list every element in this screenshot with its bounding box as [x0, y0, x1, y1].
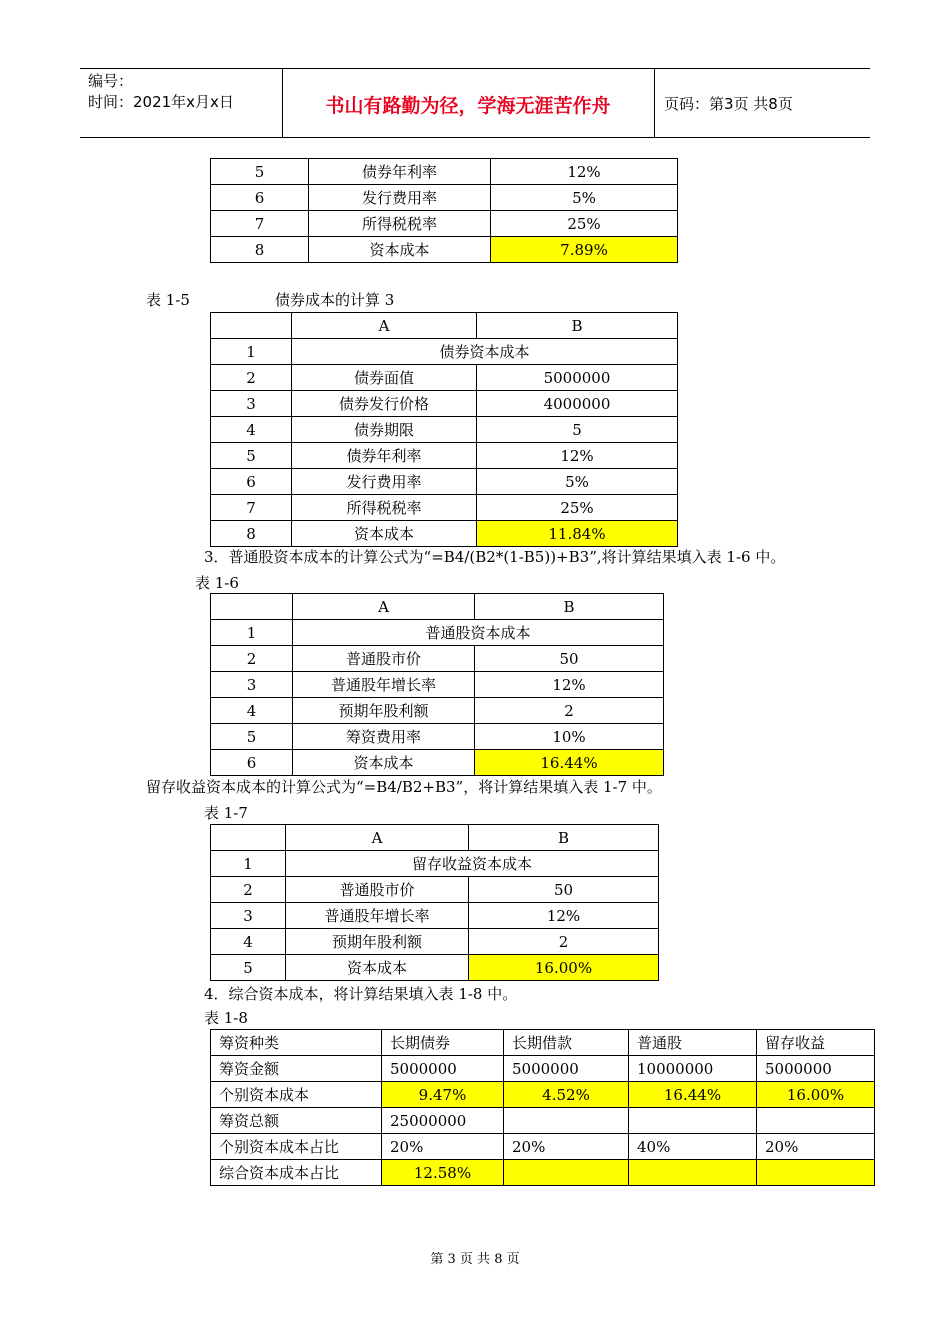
table-row	[211, 1030, 875, 1056]
table-row	[211, 469, 678, 495]
cell: 5000000	[382, 1056, 504, 1082]
table-body	[211, 825, 659, 981]
header-left	[88, 71, 234, 113]
row-label: 筹资费用率	[293, 724, 475, 750]
row-value: 12%	[469, 903, 659, 929]
column-header-b: B	[477, 313, 678, 339]
row-value: 12%	[477, 443, 678, 469]
row-label: 资本成本	[292, 521, 477, 547]
row-number: 8	[211, 237, 309, 263]
row-label: 资本成本	[293, 750, 475, 776]
row-value: 50	[469, 877, 659, 903]
row-number: 1	[211, 620, 293, 646]
table-row	[211, 724, 664, 750]
caption-table-1-5-title: 债券成本的计算 3	[275, 291, 395, 309]
row-value: 5%	[477, 469, 678, 495]
cell: 20%	[382, 1134, 504, 1160]
table-row	[211, 1134, 875, 1160]
header-row	[211, 594, 664, 620]
cell: 5000000	[504, 1056, 629, 1082]
row-label: 筹资种类	[211, 1030, 382, 1056]
row-label: 普通股市价	[286, 877, 469, 903]
row-value: 50	[475, 646, 664, 672]
table-body	[211, 159, 678, 263]
row-label: 资本成本	[309, 237, 491, 263]
title-row	[211, 339, 678, 365]
table-row	[211, 1056, 875, 1082]
row-number: 2	[211, 877, 286, 903]
table-row	[211, 443, 678, 469]
paragraph-common-stock-formula: 3．普通股资本成本的计算公式为“=B4/(B2*(1-B5))+B3”,将计算结果填入表 1-6 中。	[204, 548, 786, 566]
table-title: 留存收益资本成本	[286, 851, 659, 877]
row-value: 12%	[491, 159, 678, 185]
row-label: 债券发行价格	[292, 391, 477, 417]
table-row	[211, 159, 678, 185]
capital-cost-value: 16.44%	[475, 750, 664, 776]
table-row	[211, 646, 664, 672]
cell	[629, 1108, 757, 1134]
cell: 16.44%	[629, 1082, 757, 1108]
row-value: 5000000	[477, 365, 678, 391]
table-row	[211, 929, 659, 955]
table-row	[211, 955, 659, 981]
cell: 9.47%	[382, 1082, 504, 1108]
corner-cell	[211, 594, 293, 620]
capital-cost-value: 11.84%	[477, 521, 678, 547]
table-row	[211, 1160, 875, 1186]
table-row	[211, 185, 678, 211]
row-label: 综合资本成本占比	[211, 1160, 382, 1186]
table-row	[211, 237, 678, 263]
column-header-b: B	[475, 594, 664, 620]
motto: 书山有路勤为径，学海无涯苦作舟	[325, 95, 611, 117]
table-body	[211, 594, 664, 776]
weighted-cost-value: 12.58%	[382, 1160, 504, 1186]
cell: 40%	[629, 1134, 757, 1160]
row-number: 5	[211, 443, 292, 469]
table-row	[211, 672, 664, 698]
cell: 长期借款	[504, 1030, 629, 1056]
cell	[757, 1108, 875, 1134]
row-number: 3	[211, 672, 293, 698]
table-title: 债券资本成本	[292, 339, 678, 365]
row-number: 4	[211, 929, 286, 955]
table-row	[211, 521, 678, 547]
page-label: 页码：第3页 共8页	[664, 95, 793, 113]
cell: 16.00%	[757, 1082, 875, 1108]
row-label: 个别资本成本	[211, 1082, 382, 1108]
caption-table-1-5-number: 表 1-5	[146, 291, 190, 309]
row-label: 所得税税率	[309, 211, 491, 237]
table-row	[211, 698, 664, 724]
row-value: 12%	[475, 672, 664, 698]
caption-table-1-6: 表 1-6	[195, 574, 239, 592]
table-row	[211, 877, 659, 903]
title-row	[211, 620, 664, 646]
cell	[504, 1160, 629, 1186]
cell: 5000000	[757, 1056, 875, 1082]
header-divider	[654, 69, 655, 137]
corner-cell	[211, 825, 286, 851]
cell: 25000000	[382, 1108, 504, 1134]
corner-cell	[211, 313, 292, 339]
cell: 留存收益	[757, 1030, 875, 1056]
row-value: 25%	[491, 211, 678, 237]
column-header-b: B	[469, 825, 659, 851]
table-body	[211, 313, 678, 547]
cell: 普通股	[629, 1030, 757, 1056]
number-label: 编号：	[88, 72, 134, 90]
row-value: 5	[477, 417, 678, 443]
row-label: 债券年利率	[292, 443, 477, 469]
row-number: 7	[211, 495, 292, 521]
row-number: 6	[211, 750, 293, 776]
row-number: 6	[211, 185, 309, 211]
table-title: 普通股资本成本	[293, 620, 664, 646]
table-row	[211, 495, 678, 521]
row-label: 筹资总额	[211, 1108, 382, 1134]
row-label: 债券面值	[292, 365, 477, 391]
cell: 20%	[757, 1134, 875, 1160]
cell: 长期债券	[382, 1030, 504, 1056]
row-label: 所得税税率	[292, 495, 477, 521]
time-label: 时间：2021年x月x日	[88, 93, 234, 111]
table-bond-cost-2-partial	[210, 158, 678, 263]
table-1-6	[210, 593, 664, 776]
row-label: 个别资本成本占比	[211, 1134, 382, 1160]
column-header-a: A	[293, 594, 475, 620]
table-row	[211, 750, 664, 776]
row-number: 5	[211, 159, 309, 185]
table-row	[211, 1082, 875, 1108]
row-number: 2	[211, 646, 293, 672]
capital-cost-value: 7.89%	[491, 237, 678, 263]
row-label: 筹资金额	[211, 1056, 382, 1082]
row-number: 7	[211, 211, 309, 237]
table-body	[211, 1030, 875, 1186]
row-label: 发行费用率	[309, 185, 491, 211]
row-number: 4	[211, 698, 293, 724]
row-label: 普通股年增长率	[286, 903, 469, 929]
cell	[504, 1108, 629, 1134]
table-row	[211, 365, 678, 391]
column-header-a: A	[286, 825, 469, 851]
header-row	[211, 825, 659, 851]
row-number: 3	[211, 391, 292, 417]
header-row	[211, 313, 678, 339]
row-number: 1	[211, 851, 286, 877]
row-number: 5	[211, 955, 286, 981]
row-value: 5%	[491, 185, 678, 211]
paragraph-weighted-cost: 4．综合资本成本，将计算结果填入表 1-8 中。	[204, 985, 518, 1003]
row-value: 10%	[475, 724, 664, 750]
row-label: 发行费用率	[292, 469, 477, 495]
cell	[629, 1160, 757, 1186]
table-1-7	[210, 824, 659, 981]
row-label: 预期年股利额	[286, 929, 469, 955]
table-1-5	[210, 312, 678, 547]
row-label: 预期年股利额	[293, 698, 475, 724]
row-number: 4	[211, 417, 292, 443]
table-1-8	[210, 1029, 875, 1186]
row-number: 1	[211, 339, 292, 365]
page-footer: 第 3 页 共 8 页	[430, 1252, 520, 1267]
caption-table-1-8: 表 1-8	[204, 1009, 248, 1027]
table-row	[211, 211, 678, 237]
column-header-a: A	[292, 313, 477, 339]
row-number: 5	[211, 724, 293, 750]
cell: 10000000	[629, 1056, 757, 1082]
row-value: 2	[469, 929, 659, 955]
row-value: 25%	[477, 495, 678, 521]
table-row	[211, 903, 659, 929]
row-number: 3	[211, 903, 286, 929]
caption-table-1-7: 表 1-7	[204, 804, 248, 822]
cell: 20%	[504, 1134, 629, 1160]
page-header	[80, 68, 870, 138]
capital-cost-value: 16.00%	[469, 955, 659, 981]
row-value: 4000000	[477, 391, 678, 417]
table-row	[211, 391, 678, 417]
row-number: 8	[211, 521, 292, 547]
paragraph-retained-earnings-formula: 留存收益资本成本的计算公式为“=B4/B2+B3”，将计算结果填入表 1-7 中。	[146, 778, 662, 796]
row-label: 债券期限	[292, 417, 477, 443]
row-label: 债券年利率	[309, 159, 491, 185]
cell	[757, 1160, 875, 1186]
row-label: 普通股市价	[293, 646, 475, 672]
cell: 4.52%	[504, 1082, 629, 1108]
table-row	[211, 417, 678, 443]
table-row	[211, 1108, 875, 1134]
row-value: 2	[475, 698, 664, 724]
row-label: 资本成本	[286, 955, 469, 981]
title-row	[211, 851, 659, 877]
row-label: 普通股年增长率	[293, 672, 475, 698]
row-number: 2	[211, 365, 292, 391]
row-number: 6	[211, 469, 292, 495]
